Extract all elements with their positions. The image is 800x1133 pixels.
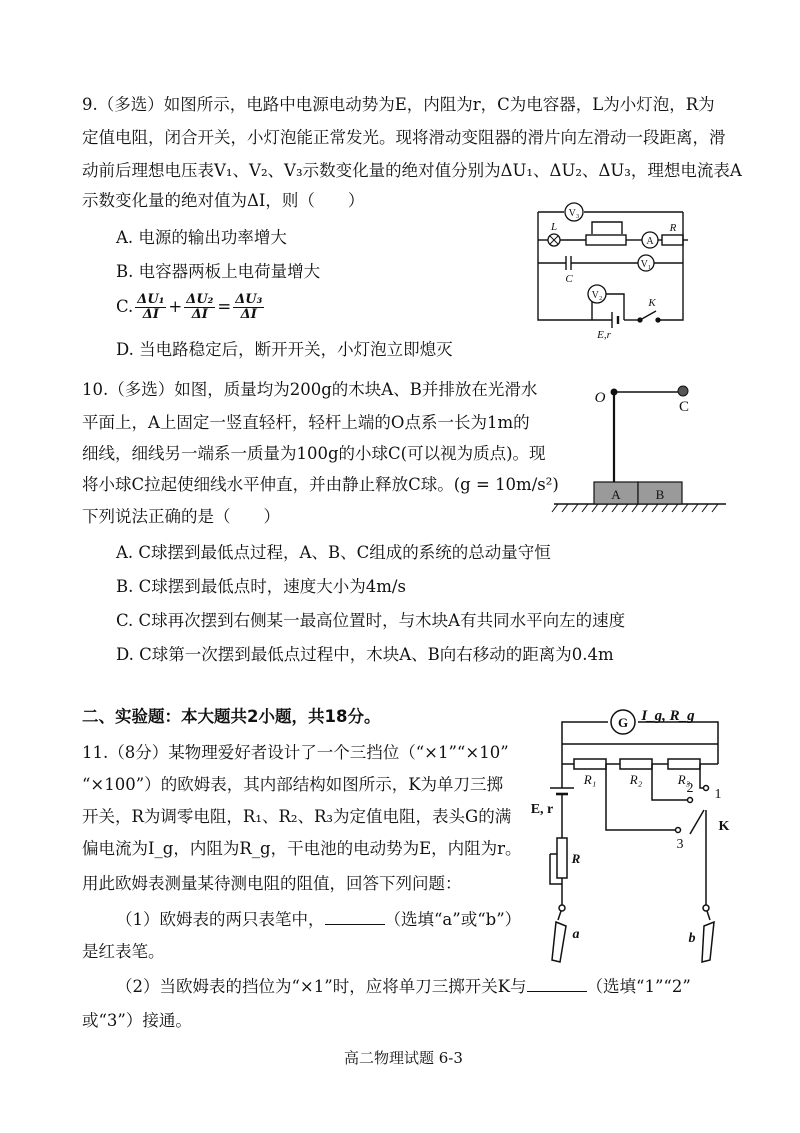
q9-option-c: C. $\frac{\text{ΔU₁}}{\Delta I}$ + $\frac{\text{ΔU₂}}{\Delta I}$ = $\frac{\text{ΔU₃}}{\Delta I}$ <box>116 291 263 322</box>
q9-circuit-figure <box>528 190 708 340</box>
q10-figure <box>548 378 738 518</box>
q10-option-b: B. C球摆到最低点时，速度大小为4m/s <box>116 577 406 596</box>
q9-label-er: E,r <box>597 329 611 341</box>
q10-label-c: C <box>678 399 690 415</box>
q11-stem-line-4: 偏电流为I_g，内阻为R_g，干电池的电动势为E，内阻为r。 <box>82 839 522 858</box>
q11-switch-2: 2 <box>686 781 694 796</box>
q11-switch-1: 1 <box>714 787 722 802</box>
q10-pivot-o <box>611 389 618 396</box>
q11-label-ig-rg: I_g, R_g <box>641 708 695 724</box>
q10-label-a: A <box>611 487 621 502</box>
section-2-heading: 二、实验题：本大题共2小题，共18分。 <box>82 707 381 726</box>
q9-label-k: K <box>648 297 656 309</box>
q9-label-v1: V₁ <box>640 259 652 270</box>
q11-subquestion-1-end: 是红表笔。 <box>82 942 165 961</box>
q10-option-a: A. C球摆到最低点过程，A、B、C组成的系统的总动量守恒 <box>116 543 551 562</box>
q9-option-c-label: C. <box>116 297 134 316</box>
q9-label-r: R <box>669 222 677 234</box>
q10-label-b: B <box>655 487 665 502</box>
q10-stem-line-5: 下列说法正确的是（ ） <box>82 507 280 526</box>
q11-stem-line-3: 开关，R为调零电阻，R₁、R₂、R₃为定值电阻，表头G的满 <box>82 807 512 826</box>
q10-ball-c <box>678 386 688 396</box>
q11-subquestion-2: （2）当欧姆表的挡位为“×1”时，应将单刀三掷开关K与 （选填“1”“2” <box>116 977 691 996</box>
q11-stem-line-1: 11.（8分）某物理爱好者设计了一个三挡位（“×1”“×10” <box>82 743 509 762</box>
q11-subquestion-1: （1）欧姆表的两只表笔中， （选填“a”或“b”） <box>116 910 522 929</box>
q11-probe-a-label: a <box>572 927 580 942</box>
q9-label-l: L <box>550 221 558 233</box>
q9-label-v3: V₃ <box>568 208 580 219</box>
q11-label-r3: R₃ <box>677 772 691 787</box>
q10-stem-line-3: 细线，细线另一端系一质量为100g的小球C(可以视为质点)。现 <box>82 444 546 463</box>
q10-stem-line-1: 10.（多选）如图，质量均为200g的木块A、B并排放在光滑水 <box>82 380 538 399</box>
q11-label-er: E, r <box>530 802 554 817</box>
q9-option-a: A. 电源的输出功率增大 <box>116 228 287 247</box>
q9-stem-line-1: 9.（多选）如图所示，电路中电源电动势为E，内阻为r，C为电容器，L为小灯泡，R为 <box>82 95 715 114</box>
q11-stem-line-2: “×100”）的欧姆表，其内部结构如图所示，K为单刀三掷 <box>82 775 504 794</box>
q10-label-o: O <box>594 390 606 406</box>
q11-subquestion-2-end: 或“3”）接通。 <box>82 1011 192 1030</box>
q11-switch-3: 3 <box>676 837 684 852</box>
page-footer: 高二物理试题 6-3 <box>344 1049 463 1067</box>
q11-label-g: G <box>617 715 629 730</box>
q9-label-c: C <box>565 273 573 285</box>
q9-option-d: D. 当电路稳定后，断开开关，小灯泡立即熄灭 <box>116 340 453 359</box>
q11-label-r: R <box>571 851 581 866</box>
q9-fraction-1: $\frac{\text{ΔU₁}}{\Delta I}$ <box>137 291 165 322</box>
q10-option-c: C. C球再次摆到右侧某一最高位置时，与木块A有共同水平向左的速度 <box>116 611 626 630</box>
q11-label-k: K <box>718 819 730 834</box>
q9-fraction-3: $\frac{\text{ΔU₃}}{\Delta I}$ <box>235 291 263 322</box>
q9-stem-line-4: 示数变化量的绝对值为ΔI，则（ ） <box>82 191 365 210</box>
q9-fraction-2: $\frac{\text{ΔU₂}}{\Delta I}$ <box>186 291 214 322</box>
q11-label-r1: R₁ <box>583 772 597 787</box>
q11-label-r2: R₂ <box>629 772 643 787</box>
q9-option-b: B. 电容器两板上电荷量增大 <box>116 262 321 281</box>
q11-answer-blank-1[interactable] <box>325 910 385 925</box>
q11-stem-line-5: 用此欧姆表测量某待测电阻的阻值，回答下列问题： <box>82 874 462 893</box>
q11-probe-b-label: b <box>688 931 696 946</box>
q9-stem-line-3: 动前后理想电压表V₁、V₂、V₃示数变化量的绝对值分别为ΔU₁、ΔU₂、ΔU₃，理想电流表A <box>82 161 742 180</box>
q9-label-a: A <box>646 236 654 247</box>
q9-stem-line-2: 定值电阻，闭合开关，小灯泡能正常发光。现将滑动变阻器的滑片向左滑动一段距离，滑 <box>82 128 726 147</box>
q10-stem-line-4: 将小球C拉起使细线水平伸直，并由静止释放C球。(g = 10m/s²) <box>82 475 559 494</box>
q11-circuit-figure <box>528 700 748 980</box>
q10-option-d: D. C球第一次摆到最低点过程中，木块A、B向右移动的距离为0.4m <box>116 645 614 664</box>
q10-stem-line-2: 平面上，A上固定一竖直轻杆，轻杆上端的O点系一长为1m的 <box>82 413 530 432</box>
q9-label-v2: V₂ <box>591 290 603 301</box>
